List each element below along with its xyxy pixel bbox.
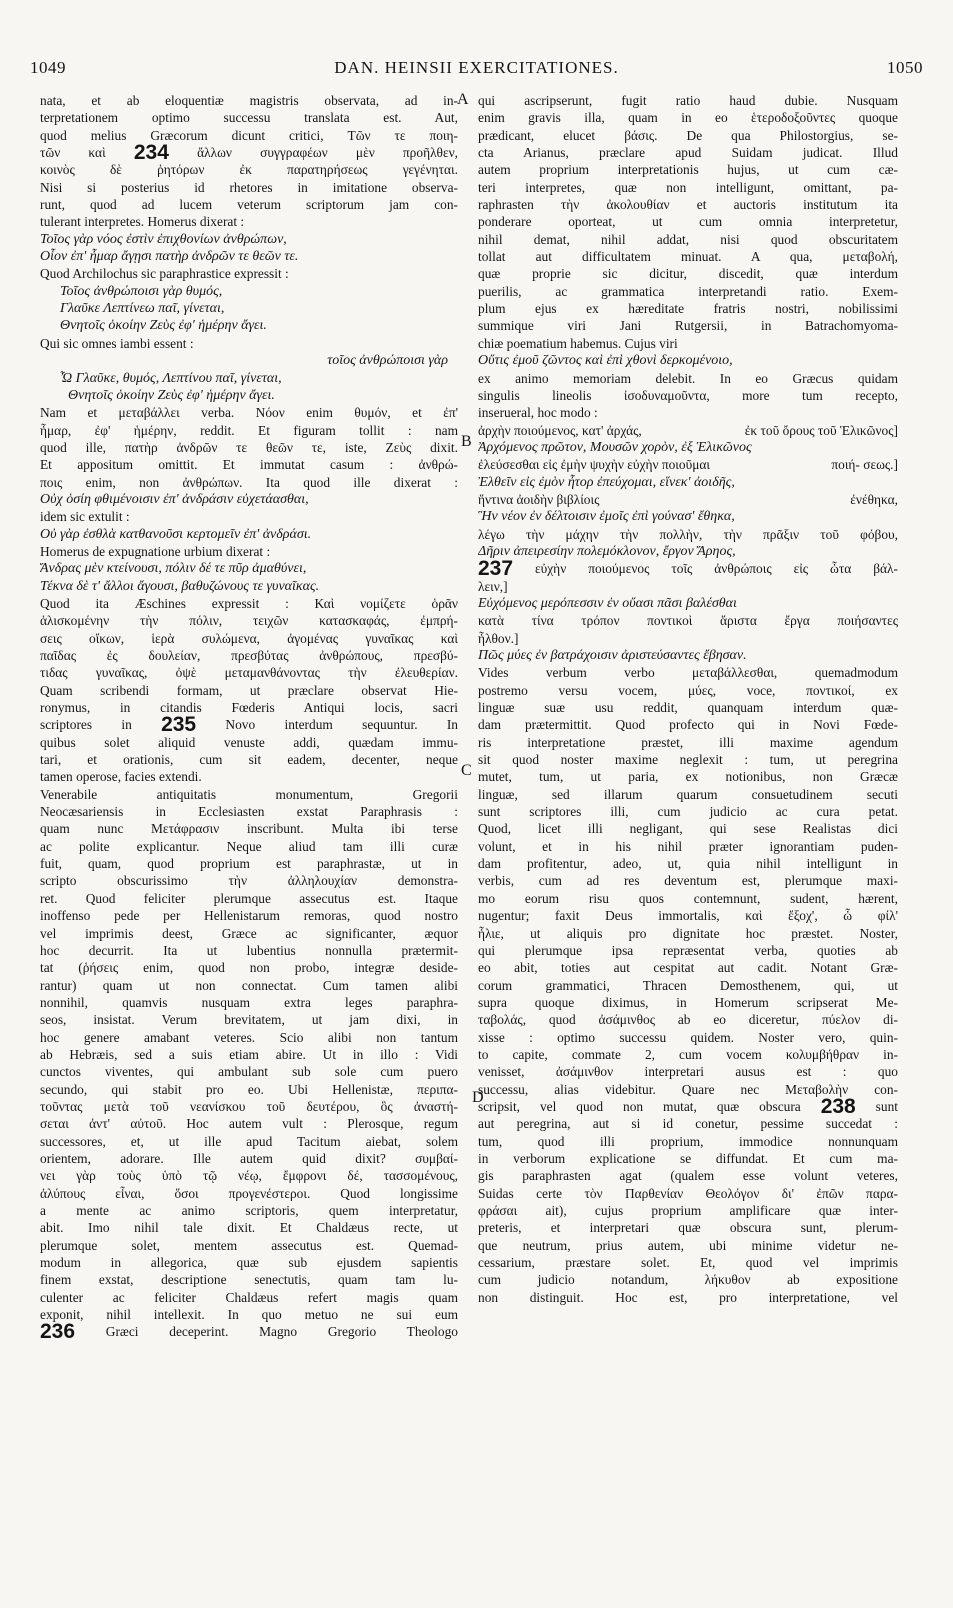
text-line: linguæ suæ usu reddit, quanquam interdum quæ- <box>478 700 898 716</box>
text-line: mo eorum risu quos contemnunt, sudent, hærent, <box>478 890 898 906</box>
text-line: Ἄνδρας μὲν κτείνουσι, πόλιν δέ τε πῦρ ἀμαθύνει, <box>40 561 307 577</box>
text-line: autem proprium interpretationis hujus, ut cum cæ- <box>478 162 898 178</box>
text-line: corum grammatici, Thracen Demosthenem, qui, ut <box>478 977 898 993</box>
text-line: νει γὰρ τοὺς ὑπὸ τῷ νέῳ, ἔμφρονι δέ, τασσομένους, <box>40 1168 458 1184</box>
text-line: Θνητοῖς ὁκοίην Ζεὺς ἐφ' ἡμέρην ἄγει. <box>68 387 275 403</box>
text-line: in verborum explicatione se diffundat. Et cum ma- <box>478 1150 898 1166</box>
text-line: Ὦ Γλαῦκε, θυμός, Λεπτίνου παῖ, γίνεται, <box>60 370 282 386</box>
text-line: aut peregrina, aut si id conetur, pessime succedat : <box>478 1116 898 1132</box>
text-line <box>478 422 898 439</box>
text-line: non distinguit. Hoc est, pro interpretatione, vel <box>478 1289 898 1305</box>
text-line: scripto obscurissimo τὴν ἀλληλουχίαν demonstra- <box>40 873 458 889</box>
text-line: λέγω τὴν μάχην τὴν πολλὴν, τὴν πρᾶξιν τοῦ φόβου, <box>478 526 898 542</box>
text-line: tamen operose, facies extendi. <box>40 769 202 785</box>
text-line: singulis lineolis ἰσοδυναμοῦντα, more tum recepto, <box>478 387 898 403</box>
text-line: ἦλιε, ut aliquis pro dignitate hoc præstet. Noster, <box>478 925 898 941</box>
gloss-left: ἥντινα ἀοιδὴν βιβλίοις <box>478 491 600 507</box>
left-page-number: 1049 <box>30 58 66 77</box>
text-line: idem sic extulit : <box>40 509 130 525</box>
text-line: qui plerumque ipsa repræsentat verba, quoties ab <box>478 942 898 958</box>
text-line: mutet, tum, ut paria, ex notionibus, non Græcæ <box>478 769 898 785</box>
text-line: Ἀρχόμενος πρῶτον, Μουσῶν χορὸν, ἐξ Ἑλικῶνος <box>478 439 752 455</box>
text-line: Et appositum omittit. Et immutat casum : ἀνθρώ- <box>40 457 458 473</box>
text-line: secundo, qui stabit pro eo. Ubi Hellenistæ, περιπα- <box>40 1081 458 1097</box>
text-line: scripsit, vel quod non mutat, quæ obscura 238 sunt <box>478 1097 898 1116</box>
text-line: τῶν καὶ 234 ἄλλων συγγραφέων μὲν προῆλθεν, <box>40 144 458 162</box>
text-line: ret. Quod feliciter plerumque assecutus est. Itaque <box>40 890 458 906</box>
text-line: Quod ita Æschines expressit : Καὶ νομίζετε ὁρᾶν <box>40 595 458 611</box>
text-line: inoffenso pede per Hellenistarum remoras, quod nostro <box>40 908 458 924</box>
text-line: preteris, et interpretari quæ obscura sunt, plerum- <box>478 1220 898 1236</box>
text-line: cessarium, præstare solet. Et, quod vel imprimis <box>478 1255 898 1271</box>
text-line: finem exstat, descriptione senectutis, quam tam lu- <box>40 1272 458 1288</box>
text-line: κοινὸς δὲ ῥητόρων ἐκ παρατηρήσεως γεγένηται. <box>40 162 458 178</box>
text-line: τοῦντας μετὰ τοῦ νεανίσκου τοῦ δευτέρου, ὃς ἀναστή- <box>40 1098 458 1114</box>
text-line: tollat aut difficultatem minuat. A qua, μεταβολή, <box>478 249 898 265</box>
text-line <box>478 456 898 473</box>
text-line: τιδας γυναῖκας, ὀψὲ μεταμανθάνοντας τὴν ἐλευθερίαν. <box>40 665 458 681</box>
text-line: dam profitentur, adeo, ut, quia nihil intelligunt in <box>478 856 898 872</box>
text-line: quibus solet aliquid venuste addi, quædam immu- <box>40 734 458 750</box>
gloss-left: ἐλεύσεσθαι εἰς ἐμὴν ψυχὴν εὐχὴν ποιοῦμαι <box>478 457 711 473</box>
text-line: que neutrum, prius autem, ubi minime videtur ne- <box>478 1237 898 1253</box>
text-line: gis paraphrasten agat (qualem esse volunt veteres, <box>478 1168 898 1184</box>
text-line: supra quoque diximus, in Homerum scripserat Me- <box>478 994 898 1010</box>
text-line: ἦλθον.] <box>478 630 519 646</box>
text-line: quam nunc Μετάφρασιν inscribunt. Multa ibi terse <box>40 821 458 837</box>
text-line: linguæ, sed illarum quarum consuetudinem secuti <box>478 786 898 802</box>
text-line: Quam scribendi formam, ut præclare observat Hie- <box>40 682 458 698</box>
text-line: φράσαι ait), cujus proprium amplificare quæ inter- <box>478 1203 898 1218</box>
text-line: Ἐλθεῖν εἰς ἐμὸν ἦτορ ἐπεύχομαι, εἵνεκ' ἀοιδῆς, <box>478 474 735 490</box>
text-line: chiæ poematium habemus. Cujus viri <box>478 335 678 351</box>
text-line: ronymus, in citandis Fœderis Antiqui locis, sacri <box>40 700 458 716</box>
text-line: tari, et orationis, cum sit eadem, decenter, neque <box>40 752 458 768</box>
text-line: hoc decurrit. Ita ut lubentius nonnulla prætermit- <box>40 942 458 958</box>
text-line: ac polite explicantur. Neque aliud tam illi curæ <box>40 838 458 854</box>
text-line: teri interpretes, quæ non intelligunt, omittant, pa- <box>478 179 898 195</box>
text-line: xisse : optimo successu quidem. Noster vero, quin- <box>478 1029 898 1045</box>
text-line: cta Arianus, præclare apud Suidam judicat. Illud <box>478 145 898 161</box>
text-line: quæ proprie sic dicitur, discedit, quæ interdum <box>478 266 898 282</box>
text-line: postremo versu vocem, μύες, voce, ποντικοί, ex <box>478 682 898 698</box>
right-text-column <box>478 92 898 1306</box>
text-line: ab Hebræis, sed a suis etiam abire. Ut in illo : Vidi <box>40 1046 458 1062</box>
gloss-right: ποιή- σεως.] <box>831 457 898 473</box>
text-line: Θνητοῖς ὁκοίην Ζεὺς ἐφ' ἡμέρην ἄγει. <box>60 318 267 334</box>
text-line: 237 εὐχὴν ποιούμενος τοῖς ἀνθρώποις εἰς ὦτα βάλ- <box>478 560 898 578</box>
text-line: dam prætermittit. Quod profecto qui in Novi Fœde- <box>478 717 898 733</box>
text-line: quod ille, πατὴρ ἀνδρῶν τε θεῶν τε, iste, Ζεὺς dixit. <box>40 439 458 455</box>
text-line: summique viri Jani Rutgersii, in Batrachomyoma- <box>478 318 898 334</box>
margin-letter-b: B <box>461 433 472 450</box>
text-line: Οὐχ ὁσίη φθιμένοισιν ἐπ' ἀνδράσιν εὐχετάασθαι, <box>40 491 309 507</box>
margin-page-marker: 236 <box>40 1323 76 1341</box>
text-line: Ἣν νέον ἐν δέλτοισιν ἐμοῖς ἐπὶ γούνασ' ἔθηκα, <box>478 509 735 525</box>
text-line: Οἷον ἐπ' ἦμαρ ἄγῃσι πατὴρ ἀνδρῶν τε θεῶν τε. <box>40 249 299 265</box>
text-line: Πῶς μύες ἐν βατράχοισιν ἀριστεύσαντες ἔβησαν. <box>478 648 747 663</box>
text-line: hoc genere amabant veteres. Scio alibi non tantum <box>40 1029 458 1045</box>
text-line: Venerabile antiquitatis monumentum, Gregorii <box>40 786 458 802</box>
text-line: nihil demat, nihil addat, nisi quod obscuritatem <box>478 231 898 247</box>
text-line: scriptores in 235 Novo interdum sequuntur. In <box>40 716 458 734</box>
text-line: vel imprimis deest, Græce ac significanter, æquor <box>40 925 458 941</box>
text-line: runt, quod ad lucem veterum scriptorum jam con- <box>40 197 458 213</box>
text-line: rantur) quam ut non connectat. Cum tamen alibi <box>40 977 458 993</box>
text-line: Vides verbum verbo μεταβάλλεσθαι, quemadmodum <box>478 665 898 681</box>
text-line: inserueral, hoc modo : <box>478 405 598 421</box>
margin-page-marker: 234 <box>133 144 169 162</box>
text-line: Τοῖος γὰρ νόος ἐστὶν ἐπιχθονίων ἀνθρώπων, <box>40 231 287 247</box>
text-line: ponderare oporteat, ut cum omnia interpretetur, <box>478 214 898 230</box>
text-line: successu, alias videbitur. Quare nec Μεταβολὴν con- <box>478 1081 898 1097</box>
text-line: παῖδας ἐς δουλείαν, πρεσβύτας ἀνθρώπους, πρεσβύ- <box>40 648 458 663</box>
gloss-right: ἐνέθηκα, <box>850 491 898 507</box>
text-line: verbis, cum ad res deventum est, plerumque maxi- <box>478 873 898 889</box>
text-line: abit. Imo nihil tale dixit. Et Chaldæus recte, ut <box>40 1220 458 1236</box>
text-line: quod melius Græcorum dicunt critici, Τῶν τε ποιη- <box>40 127 458 143</box>
text-line: Neocæsariensis in Ecclesiasten exstat Paraphrasis : <box>40 804 458 820</box>
text-line: prædicant, elucet βάσις. De qua Philostorgius, se- <box>478 127 898 143</box>
text-line: seos, insistat. Verum brevitatem, ut jam dixi, in <box>40 1012 458 1028</box>
text-line: Nam et μεταβάλλει verba. Νόον enim θυμόν, et ἐπ' <box>40 405 458 421</box>
text-line: orientem, adorare. Ille autem quid dixit? συμβαί- <box>40 1150 458 1166</box>
running-title: DAN. HEINSII EXERCITATIONES. <box>334 58 619 77</box>
text-line: successores, et, ut ille apud Tacitum aiebat, solem <box>40 1133 458 1149</box>
text-line: plum ejus ex hæreditate fratris nostri, nobilissimi <box>478 301 898 317</box>
text-line: Οὐ γὰρ ἐσθλὰ κατθανοῦσι κερτομεῖν ἐπ' ἀνδράσι. <box>40 526 312 542</box>
text-line: modum in allegorica, quæ sub ejusdem sapientis <box>40 1255 458 1271</box>
text-line: plerumque solet, mentem assecutus est. Quemad- <box>40 1237 458 1253</box>
text-line: ἁλισκομένην τὴν πόλιν, τειχῶν κατασκαφάς, ἐμπρή- <box>40 613 458 629</box>
text-line: eo abit, toties aut cespitat aut cadit. Notant Græ- <box>478 960 898 976</box>
text-line: Homerus de expugnatione urbium dixerat : <box>40 543 271 559</box>
margin-letter-d: D <box>472 1089 484 1106</box>
text-line: 236 Græci deceperint. Magno Gregorio Theologo <box>40 1323 458 1341</box>
text-line: ἀλύπους εἶναι, ὅσοι προγενέστεροι. Quod longissime <box>40 1185 458 1201</box>
text-line: ταβολάς, quod ἀσάμινθος ab eo diceretur, πύελον di- <box>478 1012 898 1028</box>
text-line: terpretationem optimo successu translata est. Aut, <box>40 110 458 126</box>
text-line: Τοῖος ἀνθρώποισι γὰρ θυμός, <box>60 283 223 299</box>
text-line: exponit, nihil intellexit. In quo metuo ne sui eum <box>40 1307 458 1323</box>
text-line: sunt scriptores illi, cum judicio ac cura petat. <box>478 804 898 820</box>
left-text-column <box>40 92 458 1341</box>
text-line: Nisi si posterius id rhetores in imitatione observa- <box>40 179 458 195</box>
text-line: ποις enim, non ἀνθρώπων. Ita quod ille dixerat : <box>40 474 458 490</box>
text-line: to capite, commate 2, cum vocem κολυμβήθραν in- <box>478 1046 898 1062</box>
text-line: Quod, licet illi negligant, qui sese Realistas dici <box>478 821 898 837</box>
margin-page-marker: 235 <box>161 716 197 734</box>
margin-page-marker: 238 <box>820 1097 856 1116</box>
text-line: nugentur; faxit Deus immortalis, καὶ ἔξοχ', ὦ φίλ' <box>478 908 898 924</box>
text-line: ἦμαρ, ἐφ' ἡμέρην, reddit. Et figuram tollit : nam <box>40 422 458 438</box>
text-line: ris interpretatione præstet, illi maxime agendum <box>478 734 898 750</box>
text-line: tulerant interpretes. Homerus dixerat : <box>40 214 245 230</box>
text-line: ex animo memoriam delebit. In eo Græcus quidam <box>478 370 898 386</box>
text-line: nonnihil, quamvis nusquam extra leges paraphra- <box>40 994 458 1010</box>
text-line: Γλαῦκε Λεπτίνεω παῖ, γίνεται, <box>60 301 225 317</box>
text-line: qui ascripserunt, fugit ratio haud dubie. Nusquam <box>478 93 898 108</box>
text-line: Quod Archilochus sic paraphrastice expressit : <box>40 266 289 282</box>
text-line <box>478 491 898 508</box>
text-line: Qui sic omnes iambi essent : <box>40 335 194 351</box>
text-line: λειν,] <box>478 578 508 594</box>
text-line: sit quod noster maxime neglexit : tum, ut peregrina <box>478 752 898 768</box>
text-line: Δῆριν ἀπειρεσίην πολεμόκλονον, ἔργον Ἄρηος, <box>478 543 736 559</box>
text-line: fuit, quam, quod proprium est paraphrastæ, ut in <box>40 856 458 872</box>
margin-page-marker: 237 <box>478 560 514 578</box>
margin-letter-c: C <box>461 762 472 779</box>
text-line: enim gravis illa, quam in eo ἑτεροδοξοῦντες quoque <box>478 110 898 126</box>
margin-letter-a: A <box>457 91 469 108</box>
gloss-left: ἀρχὴν ποιούμενος, κατ' ἀρχάς, <box>478 422 642 438</box>
text-line: cunctos viventes, qui ambulant sub sole cum puero <box>40 1064 458 1080</box>
text-line: raphrasten τὴν ἀκολουθίαν et auctoris institutum ita <box>478 197 898 213</box>
text-line: a mente ac animo scriptoris, quem interpretatur, <box>40 1203 458 1218</box>
text-line: τοῖος ἀνθρώποισι γὰρ <box>327 353 448 369</box>
text-line: puerilis, ac grammatica interpretandi ratio. Exem- <box>478 283 898 299</box>
text-line: σεται ἀντ' αὐτοῦ. Hoc autem vult : Plerosque, regum <box>40 1116 458 1132</box>
text-line: σεις οἴκων, ἱερὰ συλώμενα, ἀγομένας γυναῖκας καὶ <box>40 630 458 646</box>
text-line: Εὐχόμενος μερόπεσσιν ἐν οὔασι πᾶσι βαλέσθαι <box>478 595 737 611</box>
text-line: Τέκνα δὲ τ' ἄλλοι ἄγουσι, βαθυζώνους τε γυναῖκας. <box>40 578 320 594</box>
gloss-right: ἐκ τοῦ ὄρους τοῦ Ἑλικῶνος] <box>744 422 898 438</box>
right-page-number: 1050 <box>887 58 923 77</box>
text-line: tum, quod illi proprium, immodice nonnunquam <box>478 1133 898 1149</box>
text-line: venisset, ἀσάμινθον interpretari ausus est : quo <box>478 1064 898 1080</box>
text-line: Οὔτις ἐμοῦ ζῶντος καὶ ἐπὶ χθονὶ δερκομένοιο, <box>478 353 733 369</box>
text-line: Suidas certe τὸν Παρθενίαν Θεολόγον δι' ἐπῶν παρα- <box>478 1185 898 1201</box>
text-line: culenter ac feliciter Chaldæus refert magis quam <box>40 1289 458 1305</box>
text-line: nata, et ab eloquentiæ magistris observata, ad in- <box>40 93 458 108</box>
text-line: cum judicio notandum, λήκυθον ab expositione <box>478 1272 898 1288</box>
text-line: tat (ῥήσεις enim, quod non probo, integræ deside- <box>40 960 458 976</box>
text-line: κατὰ τίνα τρόπον ποντικοὶ ἄριστα ἔργα ποιήσαντες <box>478 613 898 629</box>
text-line: volunt, et in his nihil præter ignorantiam puden- <box>478 838 898 854</box>
page-header <box>30 58 923 82</box>
